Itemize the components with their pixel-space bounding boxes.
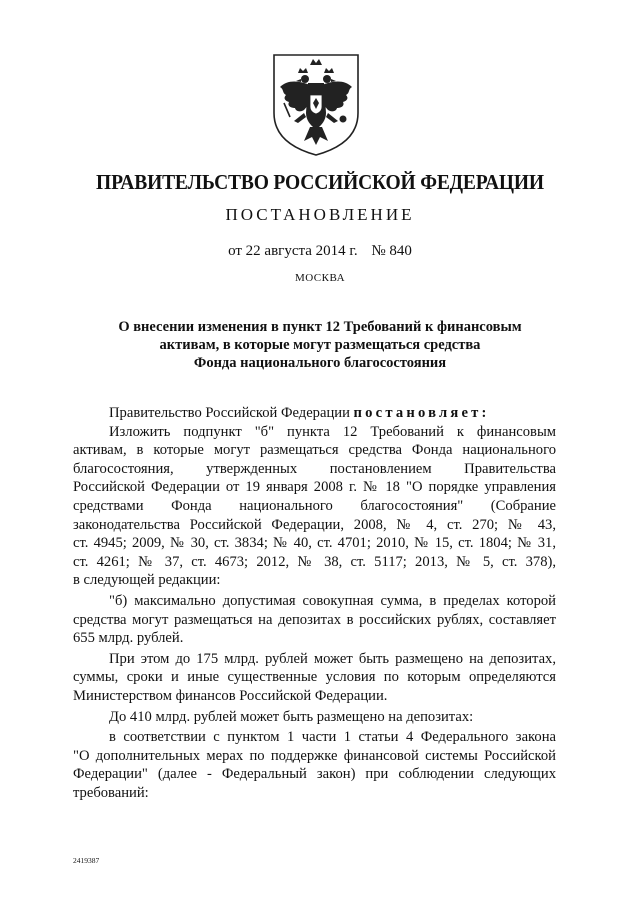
paragraph-line: в соответствии с пунктом 1 части 1 статьи 4 Федерального закона <box>109 729 556 746</box>
date-number-line <box>0 243 640 260</box>
document-number: № 840 <box>371 243 412 259</box>
paragraph-line: в следующей редакции: <box>73 572 221 589</box>
paragraph-line: До 410 млрд. рублей может быть размещено на депозитах: <box>109 708 474 725</box>
paragraph-line: средства могут размещаться на депозитах в российских рублях, составляет <box>73 611 556 628</box>
document-code: 2419387 <box>73 856 100 865</box>
heading-line: Фонда национального благосостояния <box>193 355 447 371</box>
document-heading <box>70 318 570 372</box>
document-date: от 22 августа 2014 г. <box>228 243 358 259</box>
paragraph-line: активам, в которые могут размещаться средства Фонда национального <box>73 442 556 459</box>
paragraph-line: Изложить подпункт "б" пункта 12 Требований к финансовым <box>109 423 556 440</box>
paragraph-line: средствами Фонда национального благосостояния" (Собрание <box>73 497 556 514</box>
document-body <box>73 404 556 802</box>
paragraph-line: "О дополнительных мерах по поддержке финансовой системы Российской <box>73 747 556 764</box>
paragraph-line: ст. 4261; № 37, ст. 4673; 2012, № 38, ст. 5117; 2013, № 5, ст. 378), <box>73 553 556 570</box>
paragraph-line: законодательства Российской Федерации, 2008, № 4, ст. 270; № 43, <box>73 516 556 533</box>
intro-paragraph <box>73 404 556 423</box>
heading-line: О внесении изменения в пункт 12 Требований к финансовым <box>118 319 522 335</box>
government-title: ПРАВИТЕЛЬСТВО РОССИЙСКОЙ ФЕДЕРАЦИИ <box>96 170 544 194</box>
paragraph-line: При этом до 175 млрд. рублей может быть размещено на депозитах, <box>109 650 556 667</box>
intro-decree-word: постановляет: <box>353 405 490 421</box>
paragraph-line: ст. 4945; 2009, № 30, ст. 3834; № 40, ст. 4701; 2010, № 15, ст. 1804; № 31, <box>73 535 556 552</box>
document-type: ПОСТАНОВЛЕНИЕ <box>225 205 415 224</box>
russian-coat-of-arms-icon <box>270 51 362 157</box>
city-name: МОСКВА <box>294 272 346 284</box>
paragraph-line: Министерством финансов Российской Федерации. <box>73 687 388 704</box>
paragraph-line: Российской Федерации от 19 января 2008 г. № 18 "О порядке управления <box>73 479 556 496</box>
paragraph-line: суммы, сроки и иные существенные условия по которым определяются <box>73 669 556 686</box>
paragraph-line: Федерации" (далее - Федеральный закон) при соблюдении следующих <box>73 766 556 783</box>
heading-line: активам, в которые могут размещаться средства <box>159 337 481 353</box>
paragraph-line: требований: <box>73 784 149 801</box>
paragraph-line: "б) максимально допустимая совокупная сумма, в пределах которой <box>109 592 556 609</box>
paragraph-line: благосостояния, утвержденных постановлением Правительства <box>73 460 556 477</box>
paragraph-line: 655 млрд. рублей. <box>73 630 184 647</box>
intro-text: Правительство Российской Федерации <box>109 405 354 421</box>
